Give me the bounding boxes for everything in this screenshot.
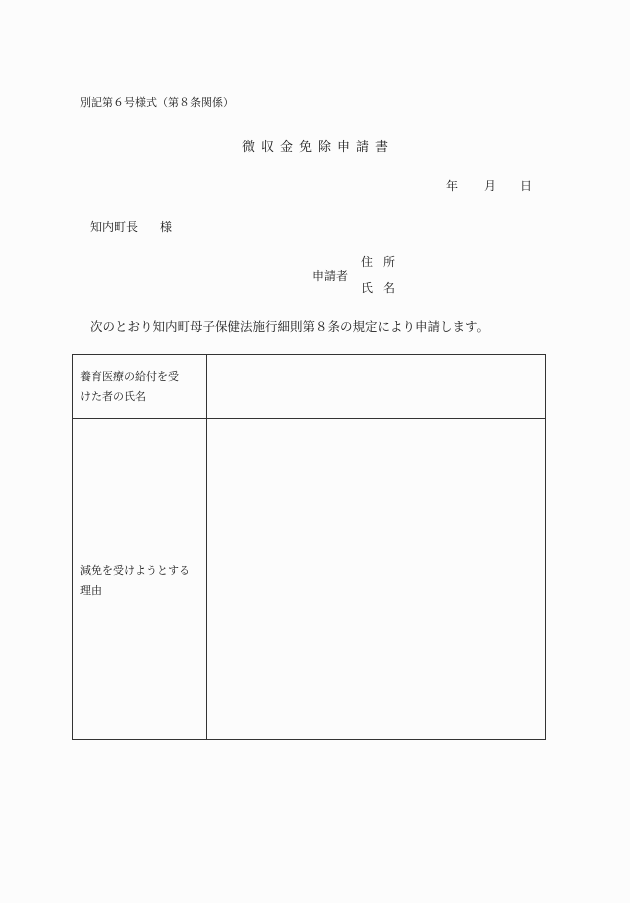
recipient-name-label: [80, 367, 204, 407]
application-statement: 次のとおり知内町母子保健法施行細則第８条の規定により申請します。: [90, 319, 490, 334]
applicant-name-label: 氏名: [361, 281, 406, 295]
table-row-exemption-reason: [73, 418, 545, 739]
addressee: [90, 218, 172, 235]
exemption-reason-label-line2: 理由: [80, 584, 102, 597]
application-table: [72, 354, 546, 740]
form-title: 微収金免除申請書: [241, 140, 394, 155]
exemption-reason-field[interactable]: [213, 426, 537, 731]
recipient-name-label-line2: けた者の氏名: [80, 390, 146, 403]
applicant-address-label: 住所: [361, 255, 406, 269]
date-month-label: 月: [484, 179, 497, 193]
table-row-recipient-name: [73, 355, 545, 419]
column-divider: [206, 418, 207, 739]
date-year-label: 年: [446, 179, 459, 193]
form-number: 別記第６号様式（第８条関係）: [80, 96, 234, 109]
column-divider: [206, 355, 207, 418]
date-day-label: 日: [520, 179, 533, 193]
addressee-name: 知内町長: [90, 220, 139, 234]
recipient-name-label-line1: 養育医療の給付を受: [80, 370, 179, 383]
applicant-label: 申請者: [312, 269, 349, 283]
addressee-honorific: 様: [160, 220, 173, 234]
recipient-name-field[interactable]: [213, 363, 537, 410]
exemption-reason-label-line1: 減免を受けようとする: [80, 564, 190, 577]
exemption-reason-label: [80, 561, 204, 601]
